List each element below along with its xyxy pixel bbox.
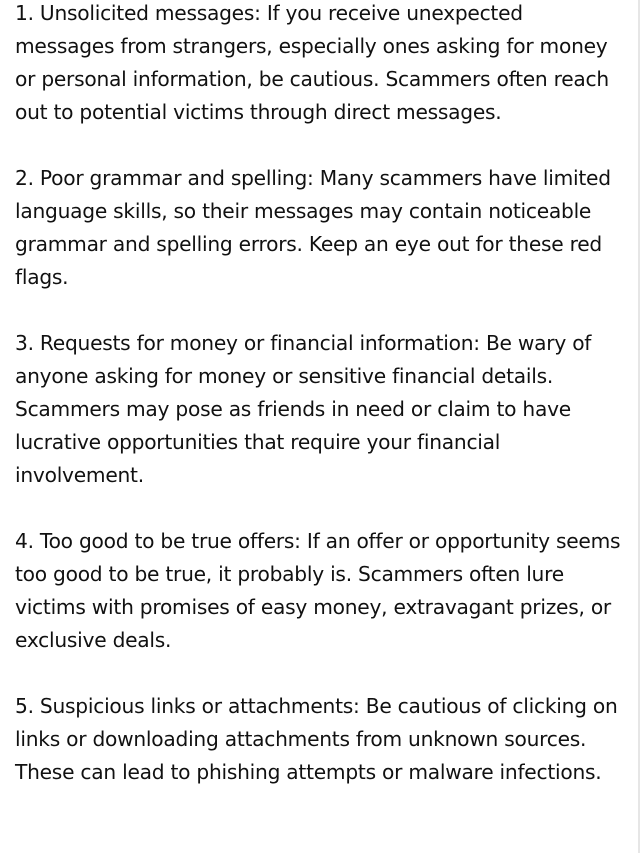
tip-suspicious-links: 5. Suspicious links or attachments: Be cautious of clicking on links or downloading attachments from unknown sources. These can lead to phishing attempts or malware infections. [15,694,618,784]
scam-tips-text [15,0,627,822]
tip-poor-grammar: 2. Poor grammar and spelling: Many scammers have limited language skills, so their messages may contain noticeable grammar and spelling errors. Keep an eye out for these red flags. [15,166,611,289]
tip-unsolicited-messages: 1. Unsolicited messages: If you receive unexpected messages from strangers, especially ones asking for money or personal information, be cautious. Scammers often reach out to potential victims through direct messages. [15,1,609,124]
tip-too-good-offers: 4. Too good to be true offers: If an offer or opportunity seems too good to be true, it probably is. Scammers often lure victims with promises of easy money, extravagant prizes, or exclusive deals. [15,529,621,652]
tip-money-requests: 3. Requests for money or financial information: Be wary of anyone asking for money or sensitive financial details. Scammers may pose as friends in need or claim to have lucrative opportunities that require your financial involvement. [15,331,592,487]
